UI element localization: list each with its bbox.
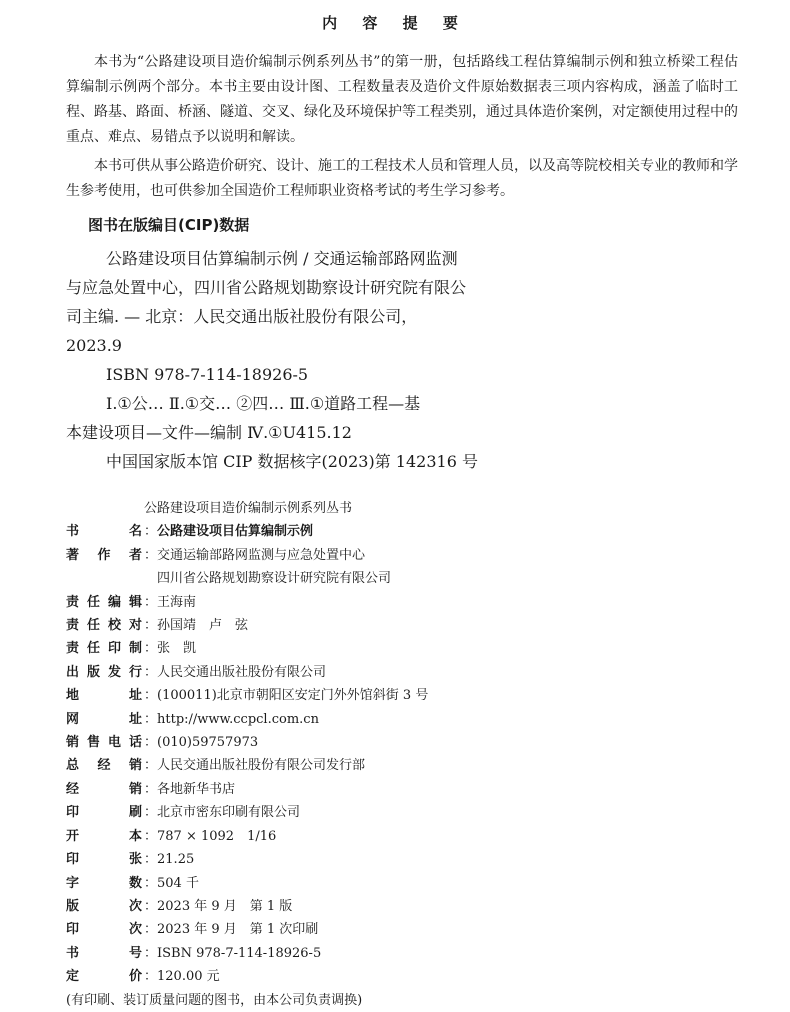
colophon-value: 120.00 元 bbox=[157, 969, 220, 985]
colophon-value: (100011)北京市朝阳区安定门外外馆斜街 3 号 bbox=[157, 688, 429, 704]
colophon-label: 书 名 bbox=[66, 524, 142, 540]
cip-isbn: ISBN 978-7-114-18926-5 bbox=[106, 365, 309, 384]
colophon-value: 北京市密东印刷有限公司 bbox=[157, 805, 301, 821]
colophon-label bbox=[66, 567, 144, 590]
colophon-label: 开 本 bbox=[66, 828, 142, 844]
colophon-value: 504 千 bbox=[157, 875, 199, 891]
colophon-value: 交通运输部路网监测与应急处置中心 bbox=[157, 547, 366, 563]
colophon-value: 四川省公路规划勘察设计研究院有限公司 bbox=[157, 571, 392, 587]
colophon-footer-note: (有印刷、装订质量问题的图书，由本公司负责调换) bbox=[66, 992, 363, 1008]
colophon-label: 网 址 bbox=[66, 711, 142, 727]
colophon-row-author: 著 作 者 ： 交通运输部路网监测与应急处置中心 bbox=[66, 544, 766, 567]
colophon-row-word-count: 字 数 ： 504 千 bbox=[66, 872, 766, 895]
cip-classification: Ⅰ.①公… Ⅱ.①交… ②四… Ⅲ.①道路工程—基 bbox=[106, 394, 421, 413]
colophon-value: 21.25 bbox=[157, 852, 195, 868]
colophon-label: 出版发行 bbox=[66, 664, 142, 680]
cip-block bbox=[66, 244, 766, 476]
cip-line: 公路建设项目估算编制示例 / 交通运输部路网监测 bbox=[106, 249, 458, 268]
colophon-row-author-2 bbox=[66, 567, 766, 590]
colophon-value: 人民交通出版社股份有限公司 bbox=[157, 664, 327, 680]
summary-paragraph: 本书为“公路建设项目造价编制示例系列丛书”的第一册，包括路线工程估算编制示例和独立桥梁工程估算编制示例两个部分。本书主要由设计图、工程数量表及造价文件原始数据表三项内容构成，涵盖了临时工程、路基、路面、桥涵、隧道、交叉、绿化及环境保护等工程类别，通过具体造价案例，对定额使用过程中的重点、难点、易错点予以说明和解读。 bbox=[66, 54, 738, 145]
colophon-label: 责任印制 bbox=[66, 641, 142, 657]
colophon-value: 人民交通出版社股份有限公司发行部 bbox=[157, 758, 366, 774]
cip-record-number: 中国国家版本馆 CIP 数据核字(2023)第 142316 号 bbox=[106, 452, 478, 471]
colophon-label: 印 刷 bbox=[66, 805, 142, 821]
cip-classification-cont: 本建设项目—文件—编制 Ⅳ.①U415.12 bbox=[66, 423, 352, 442]
colophon-value: 张 凯 bbox=[157, 641, 197, 657]
colophon-row-sheets: 印 张 ： 21.25 bbox=[66, 848, 766, 871]
colophon-label: 责任校对 bbox=[66, 618, 142, 634]
colophon-value: 787 × 1092 1/16 bbox=[157, 828, 277, 844]
colophon-row-edition: 版 次 ： 2023 年 9 月 第 1 版 bbox=[66, 895, 766, 918]
cip-title: 图书在版编目(CIP)数据 bbox=[88, 216, 250, 234]
colophon-value: 2023 年 9 月 第 1 版 bbox=[157, 898, 293, 914]
colophon-row-price: 定 价 ： 120.00 元 bbox=[66, 965, 766, 988]
colophon-value: 孙国靖 卢 弦 bbox=[157, 618, 249, 634]
cip-line: 司主编. — 北京：人民交通出版社股份有限公司， bbox=[66, 307, 418, 326]
colophon-row-sales-phone: 销售电话 ： (010)59757973 bbox=[66, 731, 766, 754]
colophon-label: 销售电话 bbox=[66, 735, 142, 751]
colophon-value: 王海南 bbox=[157, 594, 197, 610]
colophon-row-printing-supervisor: 责任印制 ： 张 凯 bbox=[66, 637, 766, 660]
summary-title: 内 容 提 要 bbox=[322, 14, 468, 32]
colophon-row-publisher: 出版发行 ： 人民交通出版社股份有限公司 bbox=[66, 661, 766, 684]
summary-section bbox=[66, 50, 738, 204]
colophon-label: 责任编辑 bbox=[66, 594, 142, 610]
series-name: 公路建设项目造价编制示例系列丛书 bbox=[144, 501, 353, 516]
colophon-label: 地 址 bbox=[66, 688, 142, 704]
colophon-value: 公路建设项目估算编制示例 bbox=[157, 524, 314, 540]
colophon-value: (010)59757973 bbox=[157, 735, 259, 751]
colophon-row-distributor: 总 经 销 ： 人民交通出版社股份有限公司发行部 bbox=[66, 754, 766, 777]
colophon-label: 经 销 bbox=[66, 781, 142, 797]
cip-line: 2023.9 bbox=[66, 336, 122, 355]
colophon-value: 2023 年 9 月 第 1 次印刷 bbox=[157, 922, 319, 938]
colophon-row-website: 网 址 ： http://www.ccpcl.com.cn bbox=[66, 708, 766, 731]
colophon-row-printer: 印 刷 ： 北京市密东印刷有限公司 bbox=[66, 801, 766, 824]
colophon-label: 总 经 销 bbox=[66, 758, 142, 774]
colophon-row-address: 地 址 ： (100011)北京市朝阳区安定门外外馆斜街 3 号 bbox=[66, 684, 766, 707]
colophon-label: 印 次 bbox=[66, 922, 142, 938]
colophon bbox=[66, 497, 766, 1012]
colophon-label: 书 号 bbox=[66, 945, 142, 961]
colophon-value: http://www.ccpcl.com.cn bbox=[157, 711, 319, 727]
colophon-row-isbn: 书 号 ： ISBN 978-7-114-18926-5 bbox=[66, 942, 766, 965]
colophon-value: ISBN 978-7-114-18926-5 bbox=[157, 945, 322, 961]
colophon-row-impression: 印 次 ： 2023 年 9 月 第 1 次印刷 bbox=[66, 918, 766, 941]
cip-line: 与应急处置中心，四川省公路规划勘察设计研究院有限公 bbox=[66, 278, 467, 297]
colophon-label: 版 次 bbox=[66, 898, 142, 914]
colophon-row-retailer: 经 销 ： 各地新华书店 bbox=[66, 778, 766, 801]
colophon-row-title: 书 名 ： 公路建设项目估算编制示例 bbox=[66, 520, 766, 543]
summary-paragraph: 本书可供从事公路造价研究、设计、施工的工程技术人员和管理人员，以及高等院校相关专业的教师和学生参考使用，也可供参加全国造价工程师职业资格考试的考生学习参考。 bbox=[66, 158, 738, 199]
colophon-row-editor: 责任编辑 ： 王海南 bbox=[66, 591, 766, 614]
colophon-row-format: 开 本 ： 787 × 1092 1/16 bbox=[66, 825, 766, 848]
colophon-label: 著 作 者 bbox=[66, 547, 142, 563]
colophon-label: 印 张 bbox=[66, 852, 142, 868]
colophon-label: 字 数 bbox=[66, 875, 142, 891]
colophon-label: 定 价 bbox=[66, 969, 142, 985]
colophon-row-proofreader: 责任校对 ： 孙国靖 卢 弦 bbox=[66, 614, 766, 637]
colophon-value: 各地新华书店 bbox=[157, 781, 236, 797]
